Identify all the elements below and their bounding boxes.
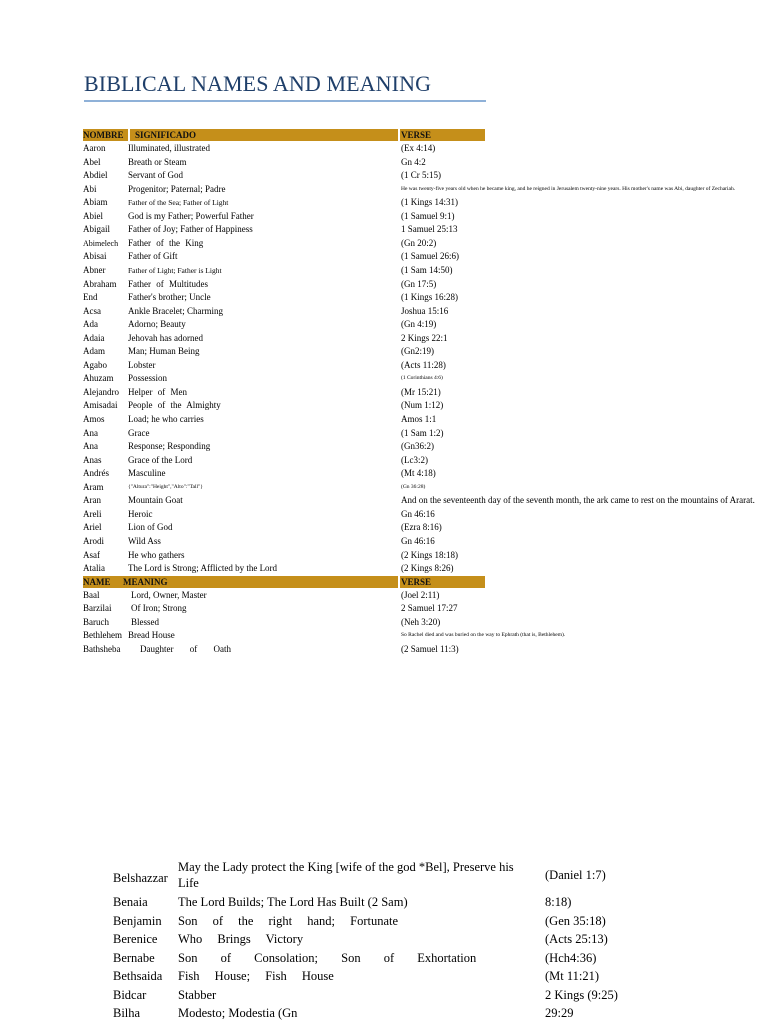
meaning-cell: Mountain Goat	[128, 495, 183, 506]
meaning-cell: Helper of Men	[128, 386, 187, 397]
verse-cell: 2 Samuel 17:27	[401, 603, 458, 614]
meaning-cell: Father of the Sea; Father of Light	[128, 198, 229, 208]
name-cell: Asaf	[83, 549, 100, 560]
name-cell: Alejandro	[83, 386, 119, 397]
table-row	[83, 264, 768, 277]
meaning-cell: Father of Light; Father is Light	[128, 265, 222, 275]
verse-cell: (1 Samuel 9:1)	[401, 210, 455, 221]
verse-cell: (Acts 25:13)	[545, 932, 608, 946]
meaning-cell: Wild Ass	[128, 535, 161, 546]
table-row	[83, 454, 768, 467]
table-row	[83, 549, 768, 562]
table-row	[83, 535, 768, 548]
header-name: NAME	[83, 577, 111, 587]
name-cell: Ariel	[83, 522, 102, 533]
name-cell: Ahuzam	[83, 373, 114, 384]
table-row	[83, 589, 768, 602]
header-verse: VERSE	[401, 577, 432, 587]
meaning-cell: Ankle Bracelet; Charming	[128, 305, 223, 316]
verse-cell: And on the seventeenth day of the seventh month, the ark came to rest on the mountains of Ararat.	[401, 495, 755, 506]
name-cell: Bethsaida	[113, 969, 163, 983]
verse-cell: Gn 46:16	[401, 535, 435, 546]
verse-cell: (Ex 4:14)	[401, 143, 436, 153]
name-cell: Aram	[83, 481, 104, 492]
meaning-cell: Of Iron; Strong	[131, 603, 187, 614]
verse-cell: (Num 1:12)	[401, 400, 444, 411]
header-verse: VERSE	[401, 130, 432, 140]
name-cell: Abisai	[83, 251, 107, 262]
table-row	[83, 508, 768, 521]
name-cell: Abiam	[83, 197, 108, 208]
name-cell: Ada	[83, 319, 98, 330]
verse-cell: (1 Corinthians 4:6)	[401, 375, 443, 382]
table-row	[83, 345, 768, 358]
meaning-cell: Bread House	[128, 630, 175, 641]
verse-cell: (Mt 4:18)	[401, 468, 436, 479]
verse-cell: (Mr 15:21)	[401, 386, 441, 397]
name-cell: Adam	[83, 346, 105, 357]
table-row	[83, 305, 768, 318]
verse-cell: 2 Kings 22:1	[401, 332, 448, 343]
verse-cell: So Rachel died and was buried on the way to Ephrath (that is, Bethlehem).	[401, 632, 566, 639]
name-cell: Anas	[83, 454, 102, 465]
verse-cell: (1 Kings 14:31)	[401, 197, 458, 208]
name-cell: Abimelech	[83, 238, 119, 248]
table-row	[83, 237, 768, 250]
meaning-cell: Father of the King	[128, 237, 204, 248]
meaning-cell: Lobster	[128, 359, 156, 370]
name-cell: Bidcar	[113, 988, 147, 1002]
table-row	[83, 643, 768, 656]
verse-cell: 8:18)	[545, 895, 572, 909]
header-gap	[398, 129, 400, 141]
table-row	[83, 372, 768, 385]
name-cell: Benjamin	[113, 914, 162, 928]
table-row	[83, 629, 768, 642]
verse-cell: 29:29	[545, 1006, 574, 1020]
table-row	[83, 210, 768, 223]
meaning-cell: Blessed	[131, 616, 159, 627]
verse-cell: (Daniel 1:7)	[545, 868, 606, 882]
page-title: BIBLICAL NAMES AND MEANING	[84, 71, 432, 96]
table-row	[83, 521, 768, 534]
table-row	[83, 278, 768, 291]
meaning-cell: Fish House; Fish House	[178, 969, 334, 983]
verse-cell: (Gn 20:2)	[401, 237, 437, 248]
table-row	[83, 386, 768, 399]
table-row	[83, 562, 768, 575]
table-row	[83, 169, 768, 182]
meaning-cell: Modesto; Modestia (Gn	[178, 1006, 298, 1020]
meaning-cell: People of the Almighty	[128, 400, 221, 411]
meaning-cell: He who gathers	[128, 549, 185, 560]
meaning-cell: Lion of God	[128, 522, 173, 533]
table-row	[83, 440, 768, 453]
table-row	[83, 359, 768, 372]
name-cell: Adaia	[83, 332, 105, 343]
meaning-cell: Father of Joy; Father of Happiness	[128, 224, 253, 235]
name-cell: Andrés	[83, 468, 109, 479]
meaning-cell: Lord, Owner, Master	[131, 590, 207, 600]
name-cell: Bilha	[113, 1006, 141, 1020]
table-row	[83, 413, 768, 426]
name-cell: Belshazzar	[113, 871, 168, 885]
meaning-cell: Daughter of Oath	[140, 643, 231, 654]
name-cell: Acsa	[83, 305, 101, 316]
name-cell: Bernabe	[113, 951, 155, 965]
verse-cell: (Gn2:19)	[401, 346, 434, 357]
name-cell: Abel	[83, 156, 101, 167]
header-meaning: MEANING	[123, 577, 168, 587]
meaning-cell: Heroic	[128, 508, 153, 519]
meaning-cell: Father of Multitudes	[128, 278, 208, 289]
meaning-cell: Son of Consolation; Son of Exhortation	[178, 951, 477, 965]
verse-cell: (1 Sam 14:50)	[401, 264, 453, 275]
table-row	[83, 494, 768, 507]
verse-cell: (2 Kings 18:18)	[401, 549, 458, 560]
name-cell: Agabo	[83, 359, 107, 370]
title-underline	[84, 100, 486, 102]
verse-cell: (Hch4:36)	[545, 951, 597, 965]
meaning-cell: Servant of God	[128, 170, 183, 181]
meaning-cell: Adorno; Beauty	[128, 319, 186, 330]
table-row	[83, 223, 768, 236]
verse-cell: (2 Samuel 11:3)	[401, 643, 459, 654]
name-cell: Abiel	[83, 210, 103, 221]
name-cell: Amisadai	[83, 400, 118, 411]
name-cell: End	[83, 292, 98, 303]
verse-cell: (1 Samuel 26:6)	[401, 251, 459, 262]
meaning-cell: Father's brother; Uncle	[128, 292, 211, 303]
name-cell: Aran	[83, 495, 101, 506]
verse-cell: (Gn 4:19)	[401, 319, 437, 330]
table-row	[83, 602, 768, 615]
verse-cell: Amos 1:1	[401, 414, 437, 424]
table-row	[83, 616, 768, 629]
header-name: NOMBRE	[83, 130, 124, 140]
verse-cell: (1 Kings 16:28)	[401, 292, 458, 303]
meaning-cell: Illuminated, illustrated	[128, 143, 210, 153]
meaning-cell: Response; Responding	[128, 441, 211, 452]
verse-cell: He was twenty-five years old when he became king, and he reigned in Jerusalem twenty-nine years. His mother's name was Abi, daughter of Zechariah.	[401, 185, 736, 192]
name-cell: Berenice	[113, 932, 158, 946]
name-cell: Benaia	[113, 895, 148, 909]
meaning-cell: {"Altura":"Height","Alto":"Tall"}	[128, 483, 203, 490]
header-gap	[128, 129, 130, 141]
name-cell: Bethlehem	[83, 630, 122, 641]
name-cell: Abdiel	[83, 170, 108, 181]
name-cell: Abner	[83, 264, 106, 275]
meaning-cell: Load; he who carries	[128, 414, 204, 424]
name-cell: Baal	[83, 590, 100, 600]
table-row	[83, 427, 768, 440]
meaning-cell: The Lord is Strong; Afflicted by the Lord	[128, 563, 278, 574]
table-header-2	[83, 576, 485, 588]
table-row	[83, 467, 768, 480]
table-row	[83, 142, 768, 155]
table-row	[83, 332, 768, 345]
meaning-cell: Son of the right hand; Fortunate	[178, 914, 399, 928]
verse-cell: Gn 46:16	[401, 508, 435, 519]
name-cell: Barzilai	[83, 603, 112, 614]
verse-cell: (Gn 36:28)	[401, 483, 426, 490]
table-row	[83, 481, 768, 494]
verse-cell: (Mt 11:21)	[545, 969, 600, 983]
meaning-cell: Progenitor; Paternal; Padre	[128, 183, 226, 194]
verse-cell: (Gn 17:5)	[401, 278, 437, 289]
verse-cell: 2 Kings (9:25)	[545, 988, 618, 1002]
table-row	[83, 183, 768, 196]
meaning-cell: Jehovah has adorned	[128, 332, 203, 343]
verse-cell: 1 Samuel 25:13	[401, 224, 458, 235]
table-row	[113, 1006, 723, 1036]
name-cell: Amos	[83, 414, 105, 424]
meaning-cell: Masculine	[128, 468, 166, 479]
meaning-cell: Father of Gift	[128, 251, 178, 262]
verse-cell: (1 Cr 5:15)	[401, 170, 441, 181]
table-row	[83, 250, 768, 263]
verse-cell: (1 Sam 1:2)	[401, 427, 444, 438]
name-cell: Ana	[83, 441, 98, 452]
header-gap	[398, 576, 400, 588]
verse-cell: (Gn36:2)	[401, 441, 434, 452]
meaning-cell: God is my Father; Powerful Father	[128, 210, 254, 221]
name-cell: Arodi	[83, 535, 104, 546]
table-header-1	[83, 129, 485, 141]
verse-cell: (Acts 11:28)	[401, 359, 446, 370]
name-cell: Ana	[83, 427, 98, 438]
verse-cell: (Neh 3:20)	[401, 616, 441, 627]
name-cell: Aaron	[83, 143, 106, 153]
name-cell: Abigail	[83, 224, 110, 235]
verse-cell: (Lc3:2)	[401, 454, 428, 465]
table-row	[83, 196, 768, 209]
meaning-cell: Grace of the Lord	[128, 454, 193, 465]
verse-cell: (Gen 35:18)	[545, 914, 606, 928]
name-cell: Baruch	[83, 616, 109, 627]
verse-cell: (Ezra 8:16)	[401, 522, 442, 533]
meaning-cell: May the Lady protect the King [wife of the god *Bel], Preserve his	[178, 860, 514, 874]
table-row	[83, 291, 768, 304]
meaning-cell: The Lord Builds; The Lord Has Built (2 Sam)	[178, 895, 408, 909]
table-row	[83, 318, 768, 331]
meaning-cell-continued: Life	[178, 876, 199, 890]
name-cell: Abraham	[83, 278, 117, 289]
meaning-cell: Breath or Steam	[128, 156, 187, 167]
header-meaning: SIGNIFICADO	[135, 130, 197, 140]
name-cell: Atalia	[83, 563, 105, 574]
meaning-cell: Man; Human Being	[128, 346, 200, 357]
name-cell: Bathsheba	[83, 643, 121, 654]
meaning-cell: Grace	[128, 427, 150, 438]
verse-cell: Joshua 15:16	[401, 305, 449, 316]
name-cell: Abi	[83, 183, 97, 194]
verse-cell: (2 Kings 8:26)	[401, 563, 454, 574]
name-cell: Areli	[83, 508, 102, 519]
table-row	[113, 860, 723, 898]
verse-cell: (Joel 2:11)	[401, 590, 440, 600]
table-row	[83, 399, 768, 412]
meaning-cell: Who Brings Victory	[178, 932, 304, 946]
verse-cell: Gn 4:2	[401, 156, 426, 167]
meaning-cell: Possession	[128, 373, 168, 384]
table-row	[83, 156, 768, 169]
meaning-cell: Stabber	[178, 988, 217, 1002]
